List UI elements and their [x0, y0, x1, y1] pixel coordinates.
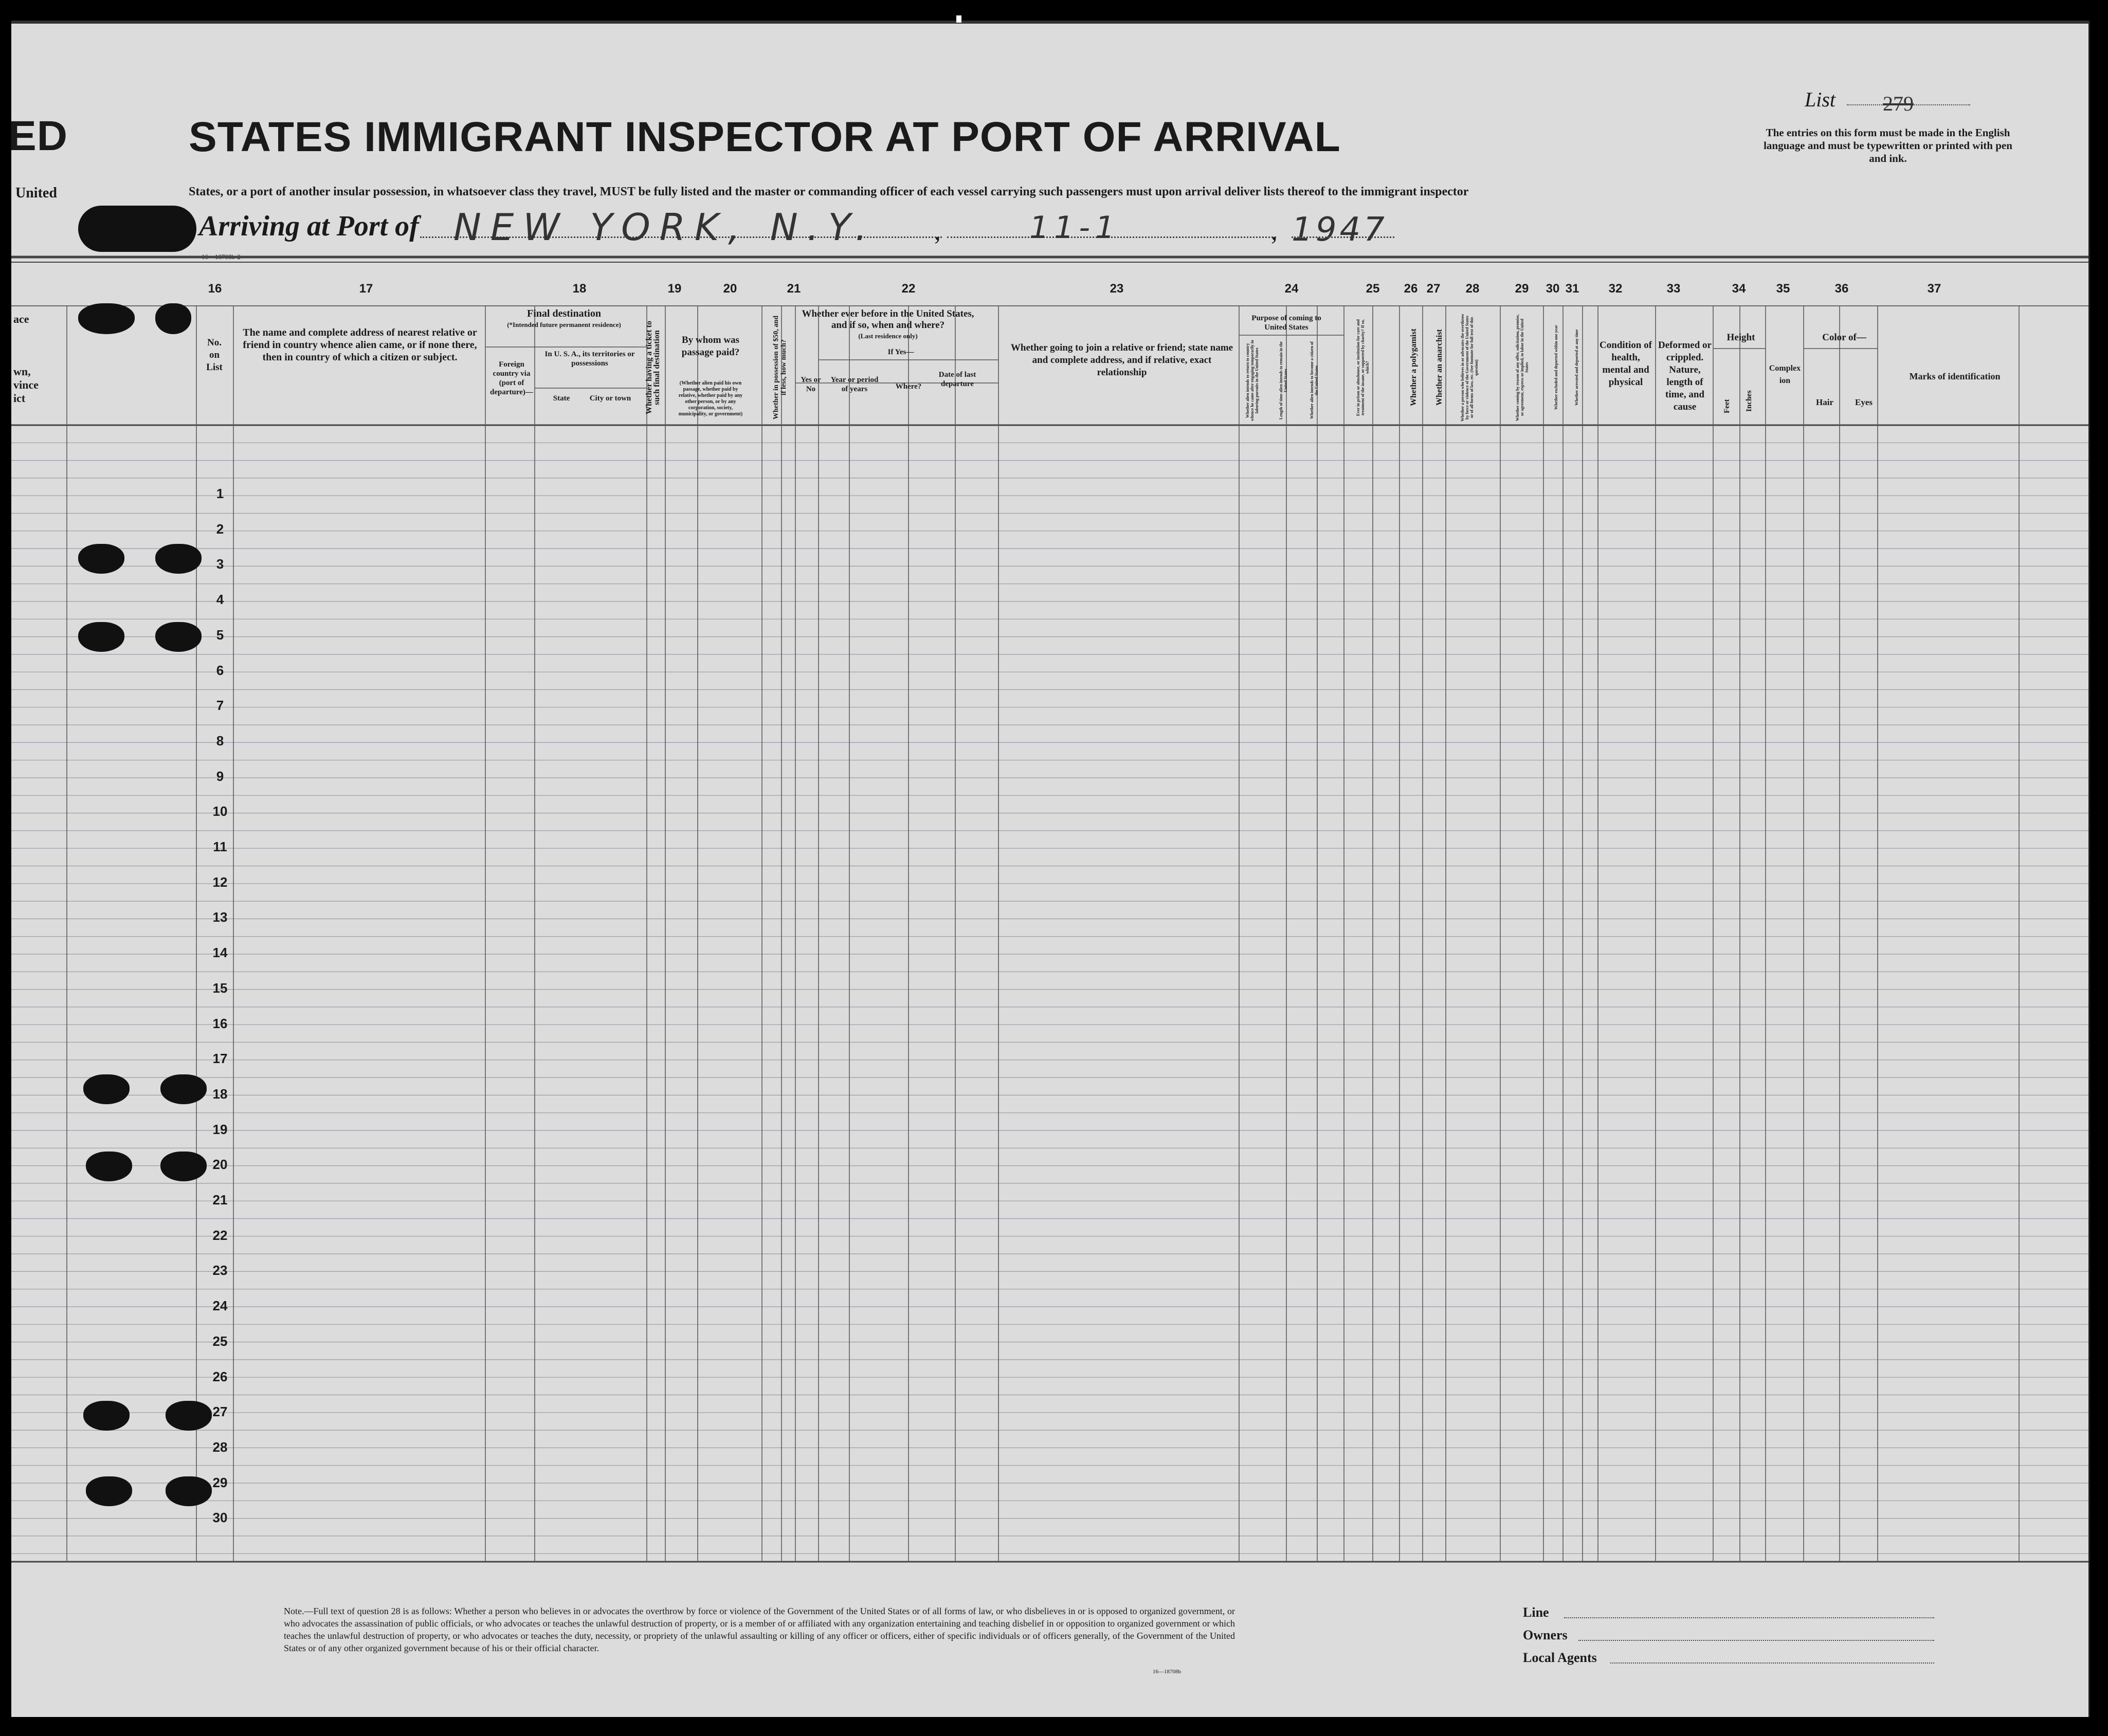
col18-foreign: Foreign country via (port of departure)— [490, 360, 533, 396]
col30-header: Whether excluded and deported within one year [1554, 325, 1558, 410]
col22-date: Date of last departure [938, 371, 976, 388]
row-number: 2 [216, 521, 224, 537]
port-value: NEW YORK, N.Y. [453, 206, 877, 249]
row-number: 22 [212, 1227, 228, 1243]
col25-header: Ever in prison or almshouse, or institution for care and treatment of the insane, or supported by charity? If so, which? [1356, 319, 1370, 416]
col29-header: Whether coming by reason of any offer, solicitation, promise, or agreement, express or implied, to labor in the United States [1515, 314, 1529, 421]
punch-hole [160, 1152, 207, 1181]
column-number: 33 [1666, 282, 1681, 296]
row-number: 10 [212, 803, 228, 819]
punch-hole [78, 544, 124, 574]
col37-header: Marks of identification [1909, 371, 2001, 381]
footer-code: 16—18708b [1153, 1669, 1181, 1675]
col24-sub1: Whether alien intends to return to country whence he came after engaging temporarily in laboring pursuits in the United States [1245, 340, 1259, 421]
column-number: 29 [1515, 282, 1529, 296]
col19-header: Whether having a ticket to such final destination [645, 321, 661, 414]
row-number: 23 [212, 1263, 228, 1278]
col24-sub2: Length of time alien intends to remain in the United States [1279, 341, 1288, 419]
left-place-fragment: ace [13, 313, 29, 325]
form-code: 16—18708b-2 [202, 253, 241, 261]
line-label: Line [1523, 1605, 1549, 1620]
row-number: 1 [216, 486, 224, 501]
column-number: 22 [901, 282, 916, 296]
row-number: 24 [212, 1298, 228, 1314]
col16-header: No. on List [206, 337, 223, 373]
column-number: 19 [667, 282, 682, 296]
punch-hole [86, 1152, 132, 1181]
column-number: 27 [1426, 282, 1441, 296]
col22-note: (Last residence only) [858, 332, 918, 340]
row-number: 6 [216, 662, 224, 678]
column-number: 37 [1927, 282, 1941, 296]
row-number: 4 [216, 592, 224, 608]
col36-eyes: Eyes [1855, 397, 1873, 407]
arriving-label: Arriving at Port of [199, 210, 419, 242]
list-label: List [1805, 88, 1836, 111]
ruled-grid [11, 21, 2088, 1717]
row-number: 21 [212, 1192, 228, 1208]
col33-header: Deformed or crippled. Nature, length of time, and cause [1658, 340, 1712, 412]
punch-hole [78, 622, 124, 652]
col22-where: Where? [895, 382, 922, 391]
manifest-form [8, 21, 2090, 1717]
form-instructions: The entries on this form must be made in the English language and must be typewritten or printed with pen and ink. [1764, 126, 2012, 165]
row-number: 25 [212, 1333, 228, 1349]
column-number: 23 [1110, 282, 1124, 296]
col34-inches: Inches [1745, 390, 1753, 412]
row-number: 15 [212, 980, 228, 996]
row-number: 5 [216, 627, 224, 643]
date-value: 11-1 [1029, 210, 1120, 246]
column-number: 30 [1546, 282, 1560, 296]
column-number: 18 [572, 282, 587, 296]
col22-ifyes: If Yes— [887, 348, 914, 356]
col24-header: Purpose of coming to United States [1251, 314, 1321, 332]
left-town-fragment [13, 365, 39, 405]
agents-label: Local Agents [1523, 1650, 1597, 1665]
left-town: wn, [13, 365, 31, 378]
col31-header: Whether arrested and deported at any time [1574, 329, 1579, 406]
list-number: 279 [1883, 92, 1914, 115]
comma-1: , [934, 216, 941, 245]
row-number: 27 [212, 1404, 228, 1420]
comma-2: , [1271, 216, 1278, 245]
punch-hole [86, 1476, 132, 1506]
row-number: 19 [212, 1121, 228, 1137]
punch-hole [78, 303, 135, 334]
col18-header: Final destination [527, 308, 601, 319]
row-number: 14 [212, 945, 228, 961]
col36-hair: Hair [1816, 397, 1833, 407]
row-number: 16 [212, 1015, 228, 1031]
row-number: 18 [212, 1086, 228, 1102]
punch-hole [155, 544, 202, 574]
col35-header: Complexion [1769, 364, 1801, 385]
col36-header: Color of— [1822, 332, 1866, 343]
punch-hole [83, 1074, 130, 1104]
row-number: 28 [212, 1439, 228, 1455]
column-number: 20 [723, 282, 737, 296]
punch-hole [155, 303, 191, 334]
row-number: 12 [212, 874, 228, 890]
column-number: 24 [1284, 282, 1299, 296]
column-number: 31 [1565, 282, 1579, 296]
col24-sub3: Whether alien intends to become a citizen of the United States [1310, 341, 1319, 419]
row-number: 9 [216, 768, 224, 784]
agents-dotline [1610, 1662, 1934, 1664]
owners-dotline [1578, 1640, 1934, 1641]
row-number: 20 [212, 1157, 228, 1173]
col28-header: Whether a person who believes in or advocates the overthrow by force or violence of the Government of the United States or of all forms of law, etc. (See footnote for full text of this question) [1460, 314, 1479, 422]
column-number: 26 [1404, 282, 1418, 296]
col34-feet: Feet [1723, 399, 1731, 413]
line-dotline [1564, 1617, 1934, 1618]
col32-header: Condition of health, mental and physical [1600, 340, 1652, 388]
left-fragment-title: ED [8, 113, 68, 159]
column-number: 16 [208, 282, 222, 296]
col18-city: City or town [589, 394, 631, 403]
form-subtitle: States, or a port of another insular possession, in whatsoever class they travel, MUST be fully listed and the master or commanding officer of each vessel carrying such passengers must upon arrival deliver lists thereof to the immigrant inspector [189, 185, 1469, 198]
column-number: 17 [359, 282, 373, 296]
col20-note: (Whether alien paid his own passage, whether paid by relative, whether paid by any other person, or by any corporation, society, municipality, or government) [678, 380, 743, 417]
left-district: ict [13, 392, 26, 405]
left-province: vince [13, 378, 39, 391]
row-number: 17 [212, 1051, 228, 1067]
row-number: 8 [216, 733, 224, 748]
column-number: 32 [1608, 282, 1623, 296]
col26-header: Whether a polygamist [1409, 328, 1418, 407]
owners-label: Owners [1523, 1628, 1568, 1642]
punch-hole [83, 1401, 130, 1431]
col34-header: Height [1727, 332, 1755, 343]
row-number: 7 [216, 698, 224, 714]
row-number: 11 [213, 839, 227, 854]
footer-note: Note.—Full text of question 28 is as follows: Whether a person who believes in or advocates the overthrow by force or violence of the Government of the United States or of all forms of law, or who disbelieves in or is opposed to organized government, or who advocates the assassination of public officials, or who advocates or teaches the unlawful destruction of property, or is a member of or affiliated with any organization entertaining and teaching disbelief in or opposition to organized government or which teaches the unlawful destruction of property, or who advocates or teaches the duty, necessity, or propriety of the unlawful assaulting or killing of any officer or officers, either of specific individuals or of officers generally, of the Government of the United States or of any other organized government because of his or their official character. [284, 1606, 1235, 1653]
col18-state: State [553, 394, 570, 403]
row-number: 3 [216, 556, 224, 572]
col22-year: Year or period of years [830, 376, 879, 393]
row-number: 13 [212, 909, 228, 925]
punch-hole [155, 622, 202, 652]
col20-header: By whom was passage paid? [681, 335, 740, 358]
col22-yesno: Yes or No [801, 376, 821, 393]
punch-hole [166, 1476, 212, 1506]
col18-note: (*Intended future permanent residence) [507, 321, 621, 328]
col22-header: Whether ever before in the United States, and if so, when and where? [802, 308, 974, 331]
col23-header: Whether going to join a relative or friend; state name and complete address, and if relative, exact relationship [1010, 342, 1233, 378]
form-title: STATES IMMIGRANT INSPECTOR AT PORT OF ARRIVAL [189, 114, 1341, 160]
col27-header: Whether an anarchist [1435, 329, 1444, 406]
column-number: 21 [787, 282, 801, 296]
column-number: 35 [1776, 282, 1790, 296]
col17-header: The name and complete address of nearest relative or friend in country whence alien came, or if none there, then in country of which a citizen or subject. [243, 327, 477, 363]
column-number: 36 [1834, 282, 1849, 296]
col18-usa: In U. S. A., its territories or possessions [544, 350, 635, 368]
column-number: 34 [1732, 282, 1746, 296]
year-value: 1947 [1292, 211, 1388, 249]
left-fragment-subtitle: United [15, 185, 57, 201]
row-number: 26 [212, 1368, 228, 1384]
punch-hole [160, 1074, 207, 1104]
row-number: 29 [212, 1474, 228, 1490]
column-number: 28 [1465, 282, 1480, 296]
col21-header: Whether in possession of $50, and if less, how much? [772, 316, 788, 420]
column-number: 25 [1366, 282, 1380, 296]
row-number: 30 [212, 1510, 228, 1526]
punch-hole [166, 1401, 212, 1431]
